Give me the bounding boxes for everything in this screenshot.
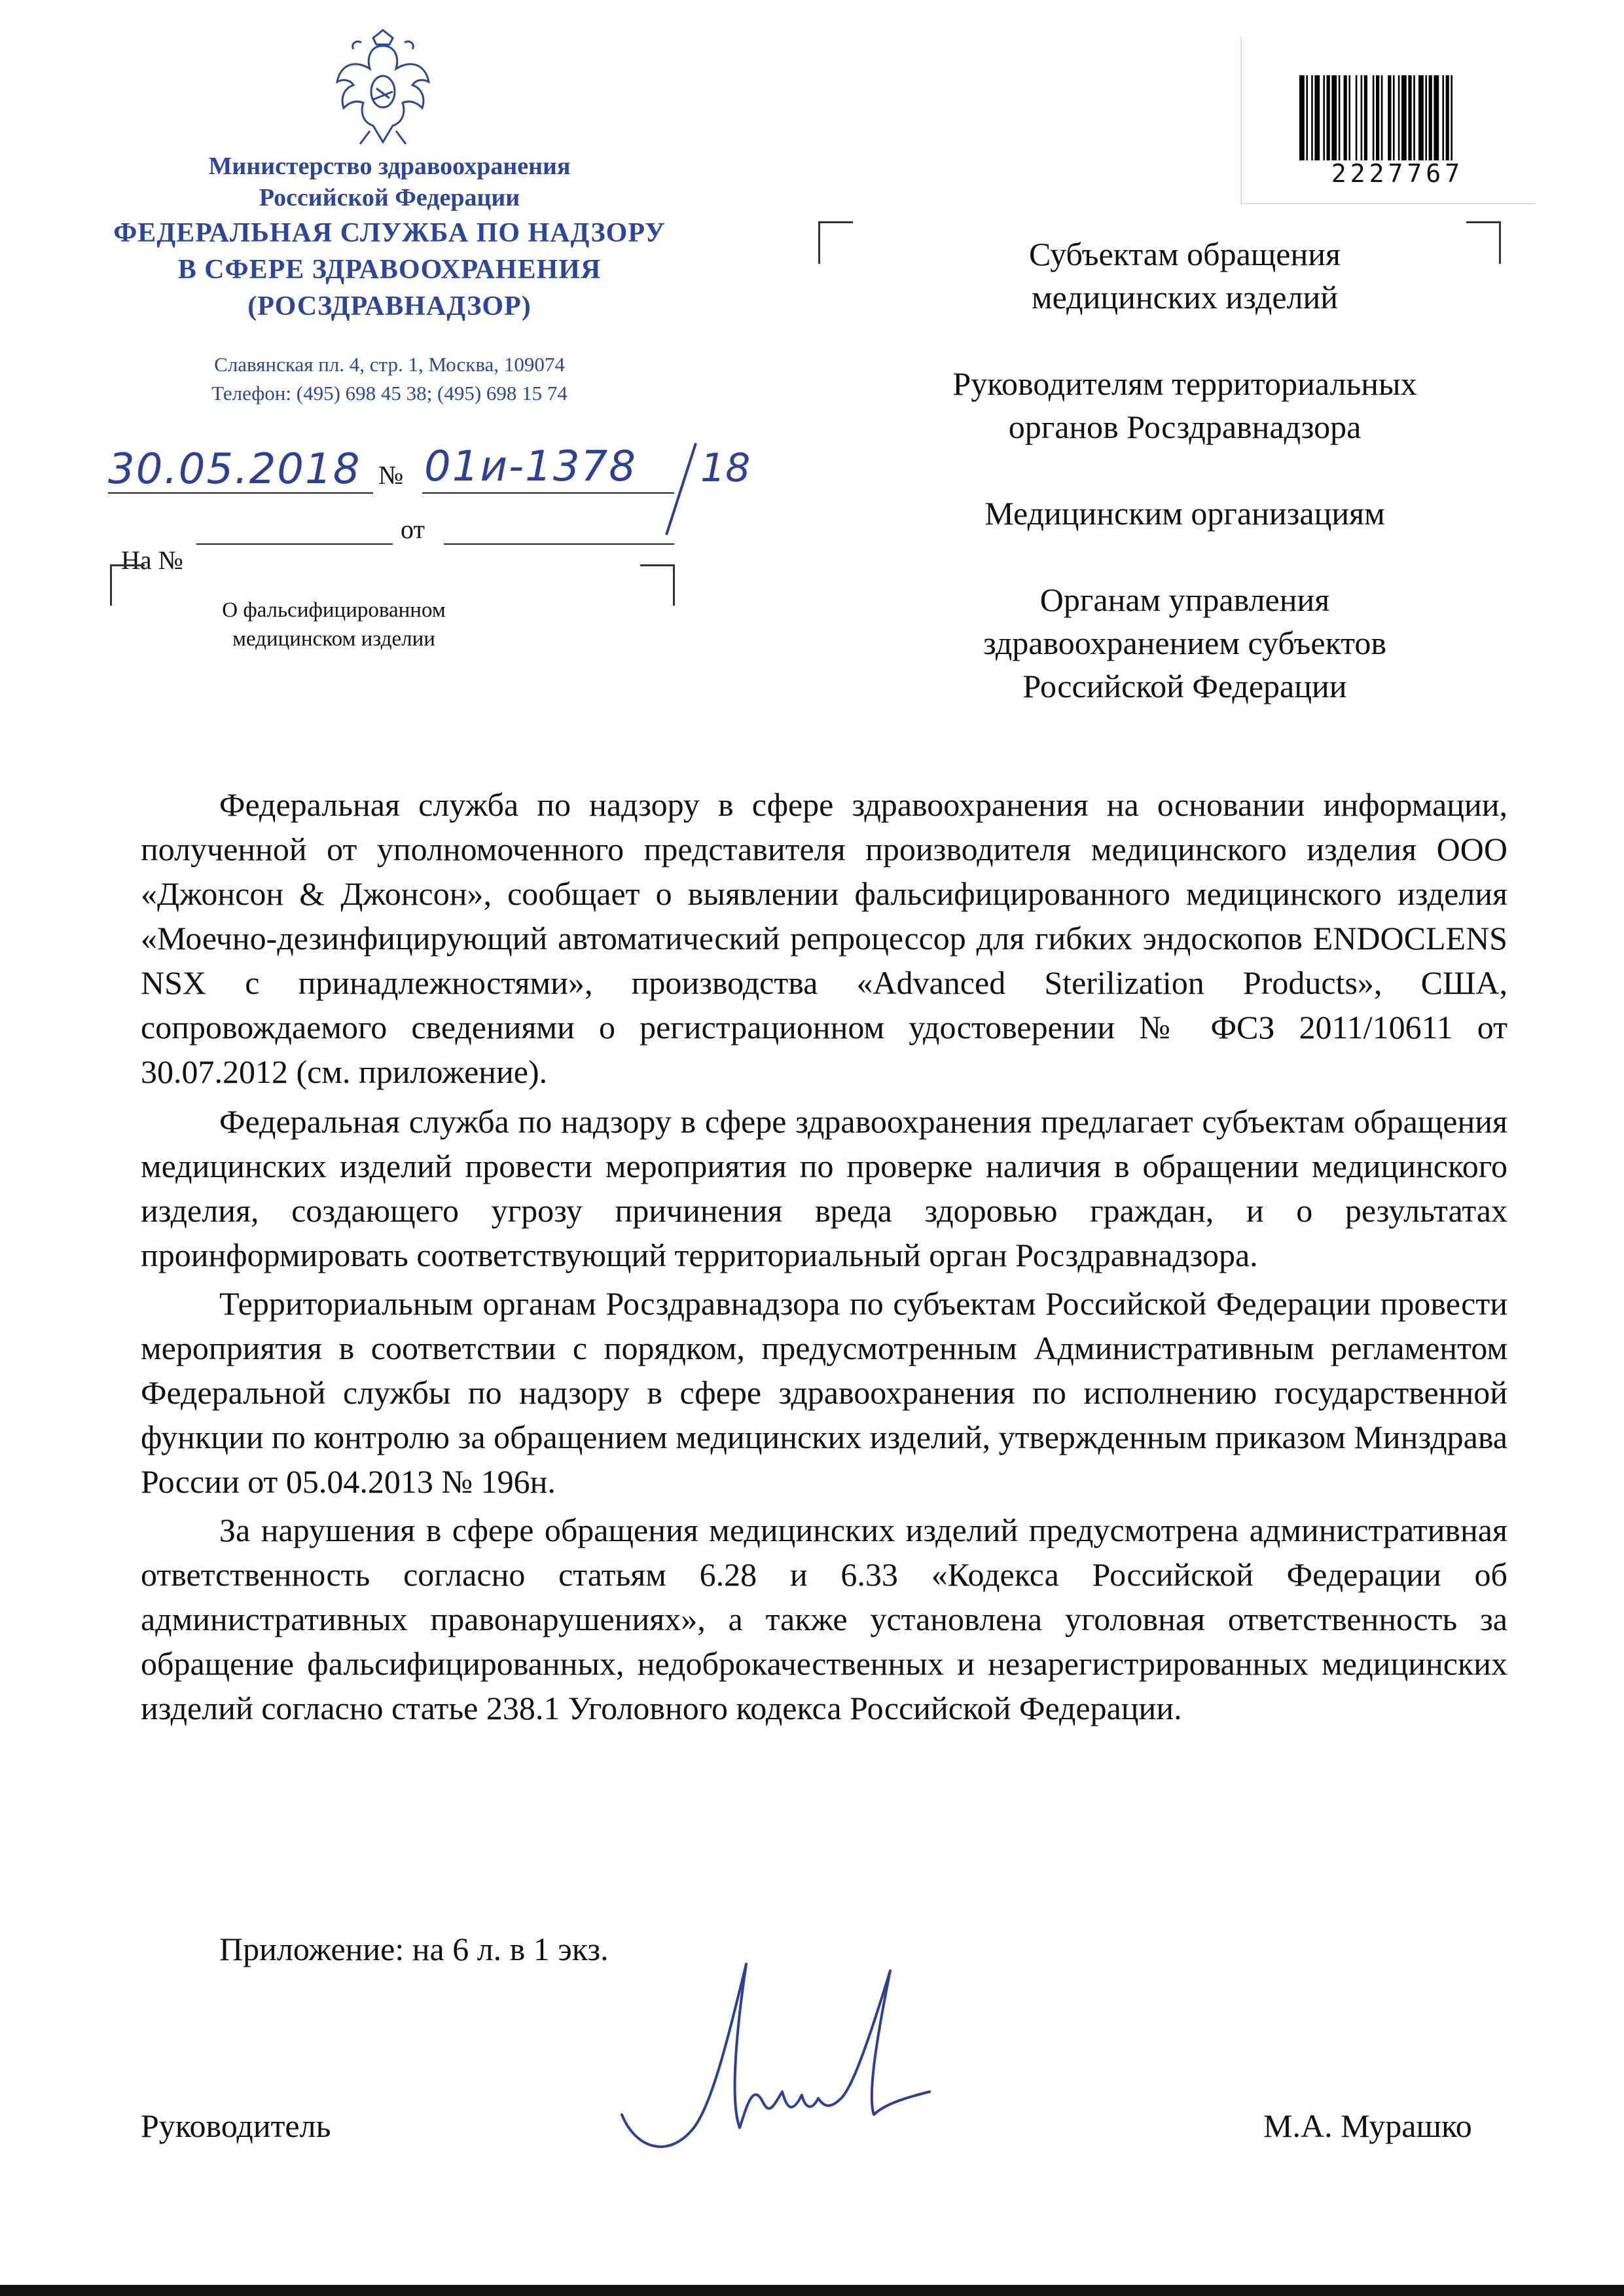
reference-number-field xyxy=(196,543,393,545)
addressee-line: органов Росздравнадзора xyxy=(1008,409,1362,445)
body-paragraph: Федеральная служба по надзору в сфере здравоохранения предлагает субъектам обращения медицинских изделий провести мероприятия по проверке наличия в обращении медицинского изделия, создающего угрозу причинения вреда здоровью граждан, и о результатах проинформировать соответствующий территориальный орган Росздравнадзора. xyxy=(141,1103,1507,1273)
letter-body xyxy=(141,782,1507,1730)
handwritten-signature-icon xyxy=(615,1951,943,2160)
number-slash xyxy=(660,440,699,538)
addressee-item xyxy=(871,232,1499,319)
service-line: (РОСЗДРАВНАДЗОР) xyxy=(247,291,532,321)
date-underline xyxy=(108,492,373,494)
addressee-corner-left xyxy=(818,221,853,264)
sender-address xyxy=(111,350,668,408)
phone-line: Телефон: (495) 698 45 38; (495) 698 15 74 xyxy=(211,382,568,405)
addressee-line: Руководителям территориальных xyxy=(952,365,1417,402)
body-paragraph: За нарушения в сфере обращения медицинских изделий предусмотрена административная ответственность согласно статьям 6.28 и 6.33 «Кодекса Российской Федерации об административных правонарушениях», а также установлена уголовная ответственность за обращение фальсифицированных, недоброкачественных и незарегистрированных медицинских изделий согласно статье 238.1 Уголовного кодекса Российской Федерации. xyxy=(141,1512,1507,1726)
addressee-line: Медицинским организациям xyxy=(984,495,1385,532)
reference-date-field xyxy=(444,543,674,545)
registration-number: 01и-1378 xyxy=(424,443,637,491)
addressee-line: Субъектам обращения xyxy=(1029,236,1341,272)
addressee-line: Российской Федерации xyxy=(1022,668,1347,704)
ministry-line: Российской Федерации xyxy=(259,184,520,211)
service-line: ФЕДЕРАЛЬНАЯ СЛУЖБА ПО НАДЗОРУ xyxy=(113,218,666,248)
attachment-note: Приложение: на 6 л. в 1 экз. xyxy=(219,1931,609,1967)
registration-number-suffix: 18 xyxy=(700,445,751,491)
number-underline xyxy=(422,492,674,494)
ministry-line: Министерство здравоохранения xyxy=(208,153,571,180)
service-name xyxy=(85,215,694,325)
signer-position: Руководитель xyxy=(141,2107,331,2144)
addressee-item xyxy=(871,362,1499,448)
subject-corner-right xyxy=(640,564,675,606)
registration-date: 30.05.2018 xyxy=(108,445,361,494)
body-paragraph: Территориальным органам Росздравнадзора по субъектам Российской Федерации провести мероприятия в соответствии с порядком, предусмотренным Административным регламентом Федеральной службы по надзору в сфере здравоохранения по исполнению государственной функции по контролю за обращением медицинских изделий, утвержденным приказом Минздрава России от 05.04.2013 № 196н. xyxy=(141,1285,1507,1500)
letter-subject xyxy=(177,596,491,653)
scan-border xyxy=(0,2285,1624,2296)
service-line: В СФЕРЕ ЗДРАВООХРАНЕНИЯ xyxy=(177,255,602,285)
barcode-number: 2227767 xyxy=(1331,159,1464,188)
ministry-name xyxy=(111,151,668,213)
registration-number-label: № xyxy=(378,460,404,490)
reference-number-label: На № xyxy=(121,545,183,575)
address-line: Славянская пл. 4, стр. 1, Москва, 109074 xyxy=(214,353,565,376)
addressee-line: здравоохранением субъектов xyxy=(983,625,1387,661)
signer-name: М.А. Мурашко xyxy=(1263,2107,1472,2144)
barcode-icon xyxy=(1299,75,1496,160)
body-paragraph: Федеральная служба по надзору в сфере здравоохранения на основании информации, полученной от уполномоченного представителя производителя медицинского изделия ООО «Джонсон & Джонсон», сообщает о выявлении фальсифицированного медицинского изделия «Моечно-дезинфицирующий автоматический репроцессор для гибких эндоскопов ENDOCLENS NSX с принадлежностями», производства «Advanced Sterilization Products», США, сопровождаемого сведениями о регистрационном удостоверении № ФСЗ 2011/10611 от 30.07.2012 (см. приложение). xyxy=(141,786,1507,1090)
reference-from-label: от xyxy=(401,515,425,544)
addressee-line: Органам управления xyxy=(1039,581,1330,618)
subject-line: медицинском изделии xyxy=(232,627,435,651)
double-headed-eagle-icon xyxy=(334,26,432,151)
addressee-block xyxy=(871,232,1499,751)
subject-line: О фальсифицированном xyxy=(222,598,446,622)
subject-corner-left xyxy=(110,564,145,606)
addressee-item xyxy=(871,578,1499,708)
addressee-line: медицинских изделий xyxy=(1031,279,1339,316)
addressee-item xyxy=(871,492,1499,535)
